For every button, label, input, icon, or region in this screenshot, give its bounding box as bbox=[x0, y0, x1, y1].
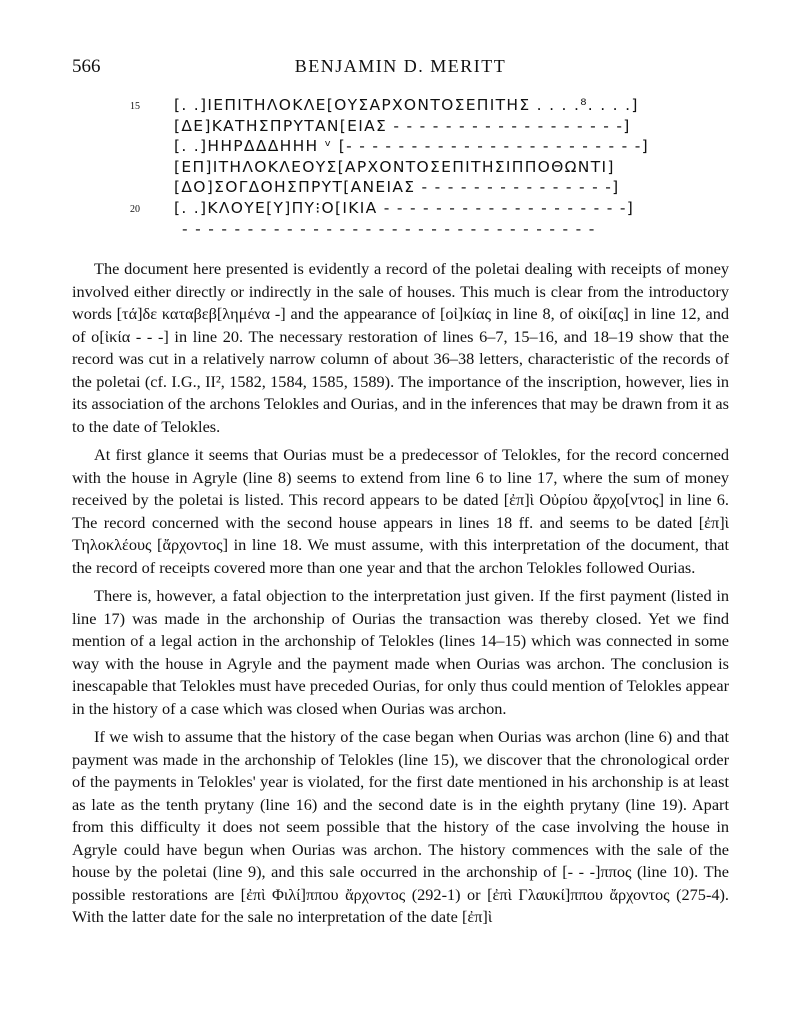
inscription-block bbox=[0, 96, 801, 240]
inscription-text: [ΕΠ]ΙΤΗΛΟΚΛΕΟΥΣ[ΑΡΧΟΝΤΟΣΕΠΙΤΗΣΙΠΠΟΘΩΝΤΙ] bbox=[174, 157, 615, 176]
inscription-text: [. .]ΙΕΠΙΤΗΛΟΚΛΕ[ΟΥΣΑΡΧΟΝΤΟΣΕΠΙΤΗΣ . . . .⁸. . . .] bbox=[174, 96, 639, 114]
paragraph: The document here presented is evidently a record of the poletai dealing with receipts of money involved either directly or indirectly in the sale of houses. This much is clear from the introductory words [τά]δε καταβεβ[λημένα -] and the appearance of [οἰ]κίας in line 8, of οἰκί[ας] in line 12, and of ο[ἰκία - - -] in line 20. The necessary restoration of lines 6–7, 15–16, and 18–19 show that the record was cut in a relatively narrow column of about 36–38 letters, characteristic of the records of the poletai (cf. I.G., II², 1582, 1584, 1585, 1589). The importance of the inscription, however, lies in its association of the archons Telokles and Ourias, and in the inferences that may be drawn from it as to the date of Telokles. bbox=[72, 259, 729, 436]
article-body bbox=[72, 258, 729, 929]
inscription-line bbox=[0, 117, 801, 138]
line-number: 15 bbox=[130, 101, 140, 112]
paragraph: There is, however, a fatal objection to the interpretation just given. If the first payment (listed in line 17) was made in the archonship of Ourias the transaction was thereby closed. Yet we find mention of a legal action in the archonship of Telokles (lines 14–15) which was connected in some way with the house in Agryle and the payment made when Ourias was archon. The conclusion is inescapable that Telokles must have preceded Ourias, for only thus could mention of Telokles appear in the history of a case which was closed when Ourias was archon. bbox=[72, 586, 729, 718]
inscription-text: [. .]ΚΛΟΥΕ[Υ]ΠΥ⁝Ο[ΙΚΙΑ - - - - - - - - - - - - - - - - - - -] bbox=[174, 198, 635, 217]
paragraph: At first glance it seems that Ourias must be a predecessor of Telokles, for the record concerned with the house in Agryle (line 8) seems to extend from line 6 to line 17, where the sum of money received by the poletai is listed. This record appears to be dated [ἐπ]ὶ Οὐρίου ἄρχο[ντος] in line 6. The record concerned with the second house appears in lines 18 ff. and seems to be dated [ἐπ]ὶ Τηλοκλέους [ἄρχοντος] in line 18. We must assume, with this interpretation of the document, that the record of receipts covered more than one year and that the archon Telokles followed Ourias. bbox=[72, 445, 729, 577]
inscription-line bbox=[0, 158, 801, 179]
inscription-line bbox=[0, 199, 801, 220]
inscription-line bbox=[0, 137, 801, 158]
inscription-text: [ΔΕ]ΚΑΤΗΣΠΡΥΤΑΝ[ΕΙΑΣ - - - - - - - - - - - - - - - - - -] bbox=[174, 116, 631, 135]
inscription-line bbox=[0, 96, 801, 117]
line-number: 20 bbox=[130, 203, 140, 215]
trailing-dashes: - - - - - - - - - - - - - - - - - - - - - - - - - - - - - - - - bbox=[182, 219, 596, 238]
page-header bbox=[0, 50, 801, 80]
running-head: BENJAMIN D. MERITT bbox=[294, 56, 507, 76]
inscription-line bbox=[0, 178, 801, 199]
inscription-trailing-line bbox=[0, 220, 801, 241]
inscription-text: [. .]ΗΗΡΔΔΔΗΗΗ ᵛ [- - - - - - - - - - - - - - - - - - - - - - -] bbox=[174, 137, 649, 156]
page-number: 566 bbox=[72, 56, 101, 77]
paragraph: If we wish to assume that the history of the case began when Ourias was archon (line 6) and that payment was made in the archonship of Telokles (line 15), we discover that the chronological order of the payments in Telokles' year is violated, for the first date mentioned in his archonship is at least as late as the tenth prytany (line 16) and the second date is in the eighth prytany (line 19). Apart from this difficulty it does not seem possible that the history of the case involving the house in Agryle could have begun when Ourias was archon. The history commences with the sale of the house by the poletai (line 9), and this sale occurred in the archonship of [- - -]ππος (line 10). The possible restorations are [ἐπὶ Φιλί]ππου ἄρχοντος (292-1) or [ἐπὶ Γλαυκί]ππου ἄρχοντος (275-4). With the latter date for the sale no interpretation of the date [ἐπ]ὶ bbox=[72, 727, 729, 926]
inscription-text: [ΔΟ]ΣΟΓΔΟΗΣΠΡΥΤ[ΑΝΕΙΑΣ - - - - - - - - - - - - - - -] bbox=[174, 178, 620, 197]
